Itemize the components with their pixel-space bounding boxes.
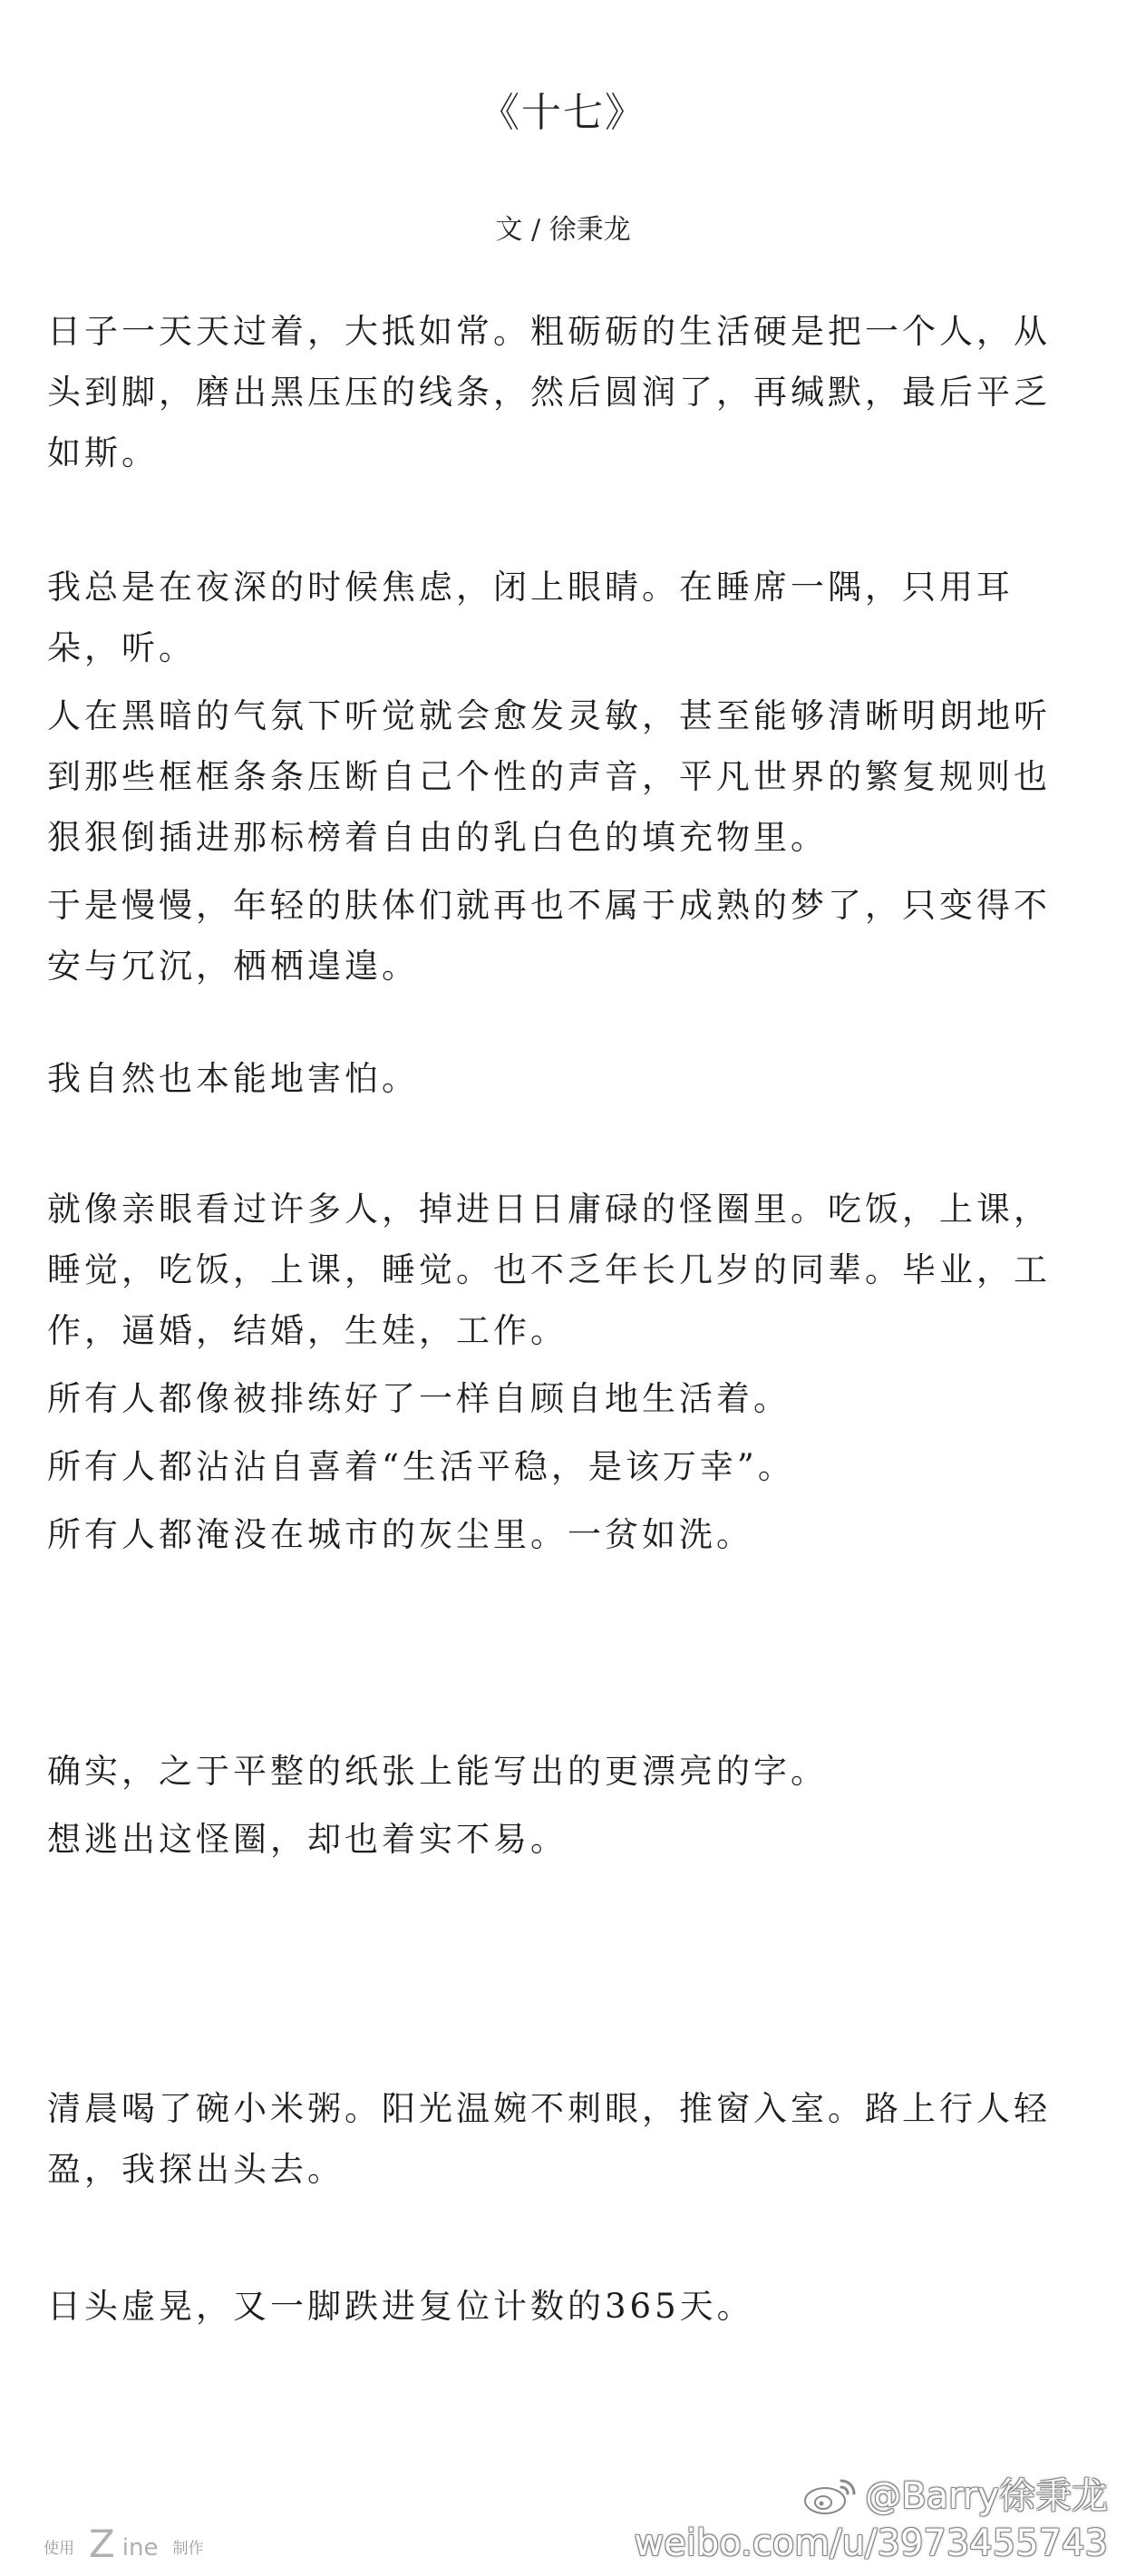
paragraph-block-1 — [47, 301, 1081, 483]
paragraph: 我自然也本能地害怕。 — [47, 1059, 419, 1098]
paragraph: 所有人都淹没在城市的灰尘里。一贫如洗。 — [47, 1515, 753, 1554]
article-title: 《十七》 — [480, 90, 646, 136]
paragraph: 就像亲眼看过许多人，掉进日日庸碌的怪圈里。吃饭，上课，睡觉，吃饭，上课，睡觉。也不乏年长几岁的同辈。毕业，工作，逼婚，结婚，生娃，工作。 — [47, 1190, 1051, 1350]
zine-logo-letter: Z — [89, 2522, 115, 2566]
paragraph: 所有人都像被排练好了一样自顾自地生活着。 — [47, 1379, 791, 1418]
zine-credit — [44, 2509, 204, 2566]
weibo-url: weibo.com/u/3973455743 — [634, 2523, 1108, 2564]
watermark-handle-row — [634, 2473, 1108, 2520]
paragraph: 日子一天天过着，大抵如常。粗砺砺的生活硬是把一个人，从头到脚，磨出黑压压的线条，然后圆润了，再缄默，最后平乏如斯。 — [47, 312, 1051, 472]
paragraph: 日头虚晃，又一脚跌进复位计数的365天。 — [47, 2287, 754, 2326]
article-author: 文 / 徐秉龙 — [495, 214, 631, 246]
paragraph: 于是慢慢，年轻的肤体们就再也不属于成熟的梦了，只变得不安与冗沉，栖栖遑遑。 — [47, 886, 1051, 986]
paragraph: 人在黑暗的气氛下听觉就会愈发灵敏，甚至能够清晰明朗地听到那些框框条条压断自己个性的声音，平凡世界的繁复规则也狠狠倒插进那标榜着自由的乳白色的填充物里。 — [47, 696, 1051, 857]
weibo-handle: @Barry徐秉龙 — [865, 2475, 1108, 2517]
paragraph-block-6 — [47, 2078, 1081, 2200]
paragraph: 所有人都沾沾自喜着“生活平稳，是该万幸”。 — [47, 1447, 795, 1486]
paragraph-block-3 — [47, 1048, 1081, 1109]
use-label: 使用 — [44, 2540, 74, 2558]
weibo-watermark — [634, 2473, 1108, 2567]
paragraph-block-5 — [47, 1741, 1081, 1870]
paragraph: 我总是在夜深的时候焦虑，闭上眼睛。在睡席一隅，只用耳朵，听。 — [47, 568, 1014, 667]
zine-logo-tail: ine — [121, 2534, 159, 2561]
paragraph: 清晨喝了碗小米粥。阳光温婉不刺眼，推窗入室。路上行人轻盈，我探出头去。 — [47, 2089, 1051, 2189]
paragraph-block-2 — [47, 557, 1081, 996]
paragraph-block-7 — [47, 2276, 1081, 2337]
paragraph: 想逃出这怪圈，却也着实不易。 — [47, 1820, 568, 1859]
paragraph: 确实，之于平整的纸张上能写出的更漂亮的字。 — [47, 1752, 828, 1791]
weibo-icon — [801, 2475, 859, 2517]
paragraph-block-4 — [47, 1179, 1081, 1565]
made-label: 制作 — [172, 2540, 204, 2558]
